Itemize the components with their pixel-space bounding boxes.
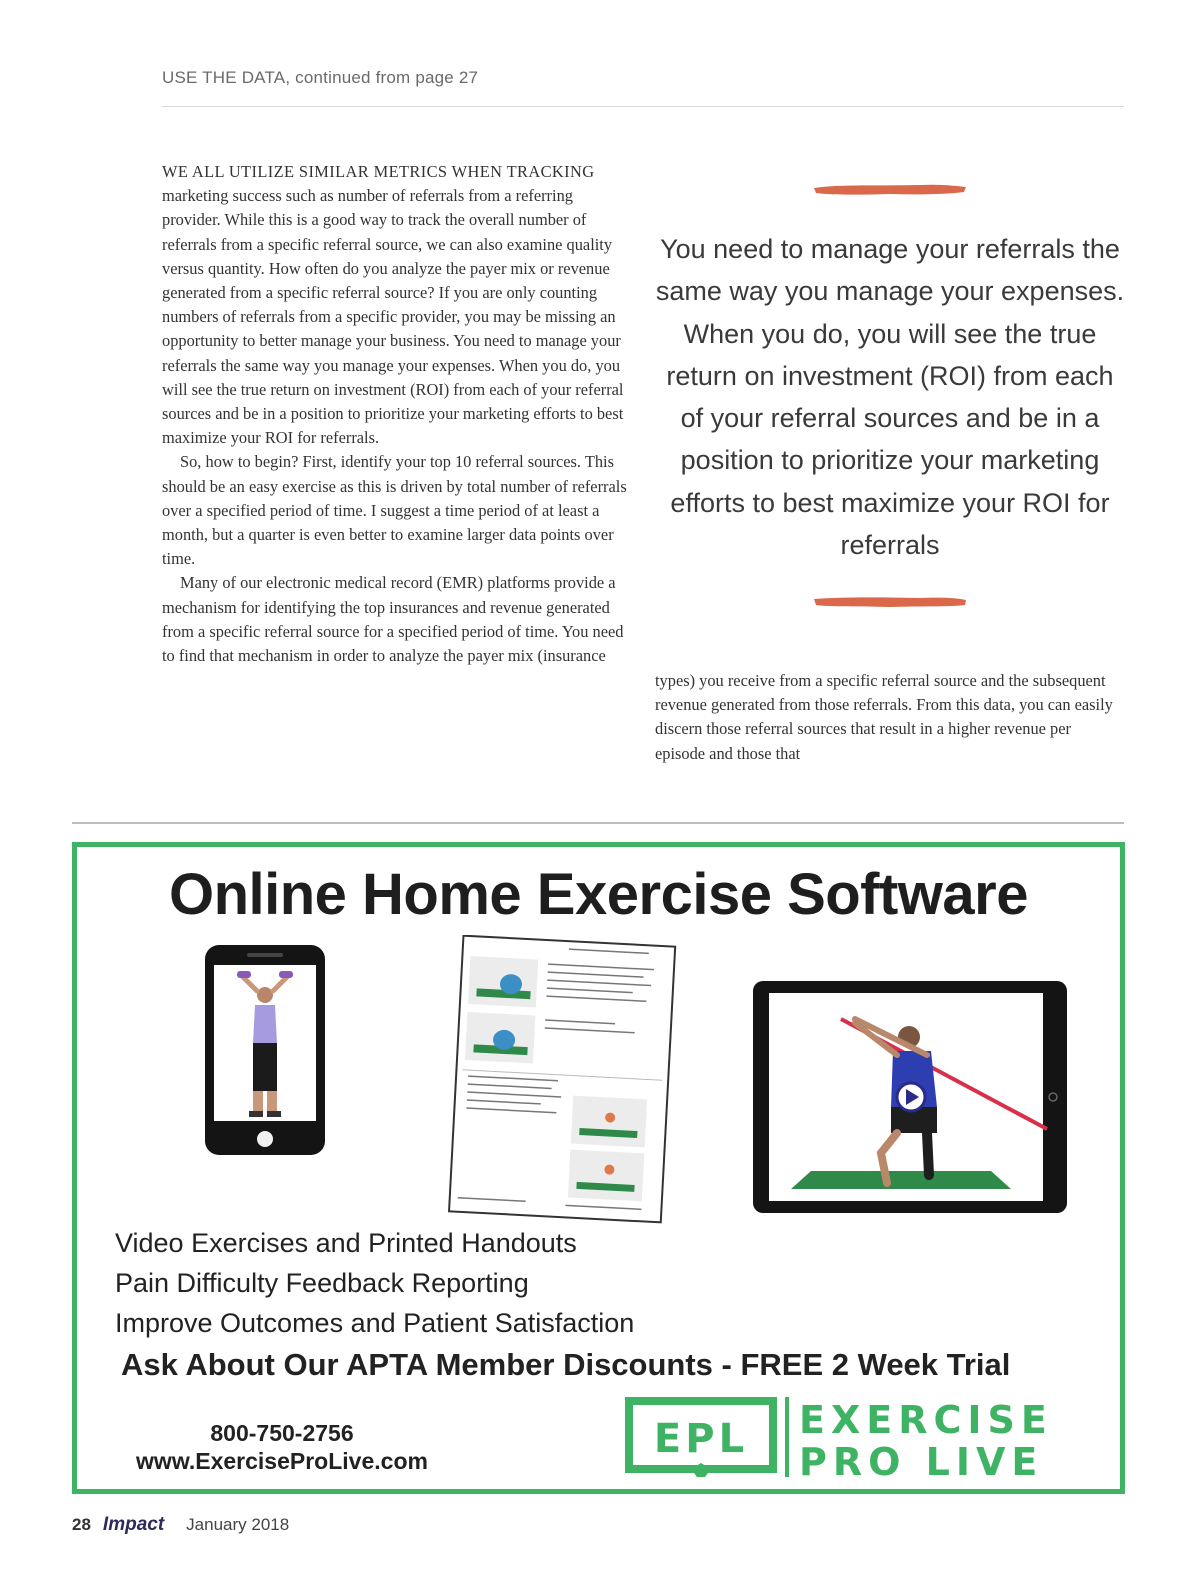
- brush-stroke-top: [810, 178, 970, 202]
- article-paragraph: So, how to begin? First, identify your top 10 referral sources. This should be an easy exercise as this is driven by total number of referrals over a specified period of time. I suggest a time period of at least a month, but a quarter is even better to examine larger data points over time.: [162, 452, 627, 569]
- ad-feature-item: Improve Outcomes and Patient Satisfaction: [115, 1308, 635, 1338]
- ad-title: Online Home Exercise Software: [168, 862, 1029, 927]
- logo-mark-text: EPL: [653, 1416, 749, 1462]
- article-right-column: [655, 669, 1125, 766]
- brush-stroke-bottom: [810, 590, 970, 614]
- continued-header: [162, 68, 478, 88]
- article-paragraph-text: marketing success such as number of referrals from a referring provider. While this is a good way to track the overall number of referrals from a specific referral source, we can also examine quality versus quantity. How often do you analyze the payer mix or revenue generated from a specific referral source? If you are only counting numbers of referrals from a specific provider, you may be missing an opportunity to better manage your business. You need to manage your referrals the same way you manage your expenses. When you do, you will see the true return on investment (ROI) from each of your referral sources and be in a position to prioritize your marketing efforts to best maximize your ROI for referrals.: [162, 186, 624, 448]
- ad-feature-item: Video Exercises and Printed Handouts: [115, 1228, 577, 1258]
- exercise-pro-live-logo: [625, 1395, 1101, 1479]
- printed-handout-image: [442, 935, 682, 1227]
- advertisement[interactable]: [72, 842, 1125, 1494]
- logo-line-1: EXERCISE: [799, 1398, 1053, 1442]
- ad-feature-item: Pain Difficulty Feedback Reporting: [115, 1268, 529, 1298]
- article-paragraph: [162, 160, 632, 450]
- ad-discount-offer: Ask About Our APTA Member Discounts - FREE 2 Week Trial: [121, 1347, 1011, 1382]
- ad-website-link[interactable]: www.ExerciseProLive.com: [136, 1448, 428, 1474]
- tablet-video-image: [751, 979, 1069, 1215]
- phone-exercise-image: [203, 943, 327, 1157]
- article-lead-in: WE ALL UTILIZE SIMILAR METRICS WHEN TRACKING: [162, 162, 595, 181]
- article-left-column: [162, 160, 632, 668]
- ad-divider: [72, 822, 1124, 824]
- magazine-name: Impact: [102, 1514, 165, 1535]
- page-footer: [72, 1514, 289, 1536]
- continued-rest: , continued from page 27: [285, 68, 479, 87]
- ad-contact: [127, 1419, 437, 1475]
- logo-line-2: PRO LIVE: [799, 1440, 1044, 1479]
- article-paragraph: Many of our electronic medical record (EMR) platforms provide a mechanism for identifying the top insurances and revenue generated from a specific referral source for a specified period of time. You need to find that mechanism in order to analyze the payer mix (insurance: [162, 573, 624, 666]
- ad-feature-list: [115, 1223, 634, 1343]
- pull-quote-text: You need to manage your referrals the same way you manage your expenses. When you do, you will see the true return on investment (ROI) from each of your referral sources and be in a position to prioritize your marketing efforts to best maximize your ROI for referrals: [655, 234, 1125, 561]
- issue-date: January 2018: [186, 1515, 290, 1534]
- page-number: 28: [72, 1515, 91, 1534]
- article-paragraph: types) you receive from a specific referral source and the subsequent revenue generated from those referrals. From this data, you can easily discern those referral sources that result in a higher revenue per episode and those that: [655, 671, 1113, 763]
- continued-lead: USE THE DATA: [162, 68, 286, 87]
- header-divider: [162, 106, 1124, 107]
- pull-quote-block: [655, 178, 1125, 614]
- ad-phone-number[interactable]: 800-750-2756: [210, 1420, 354, 1446]
